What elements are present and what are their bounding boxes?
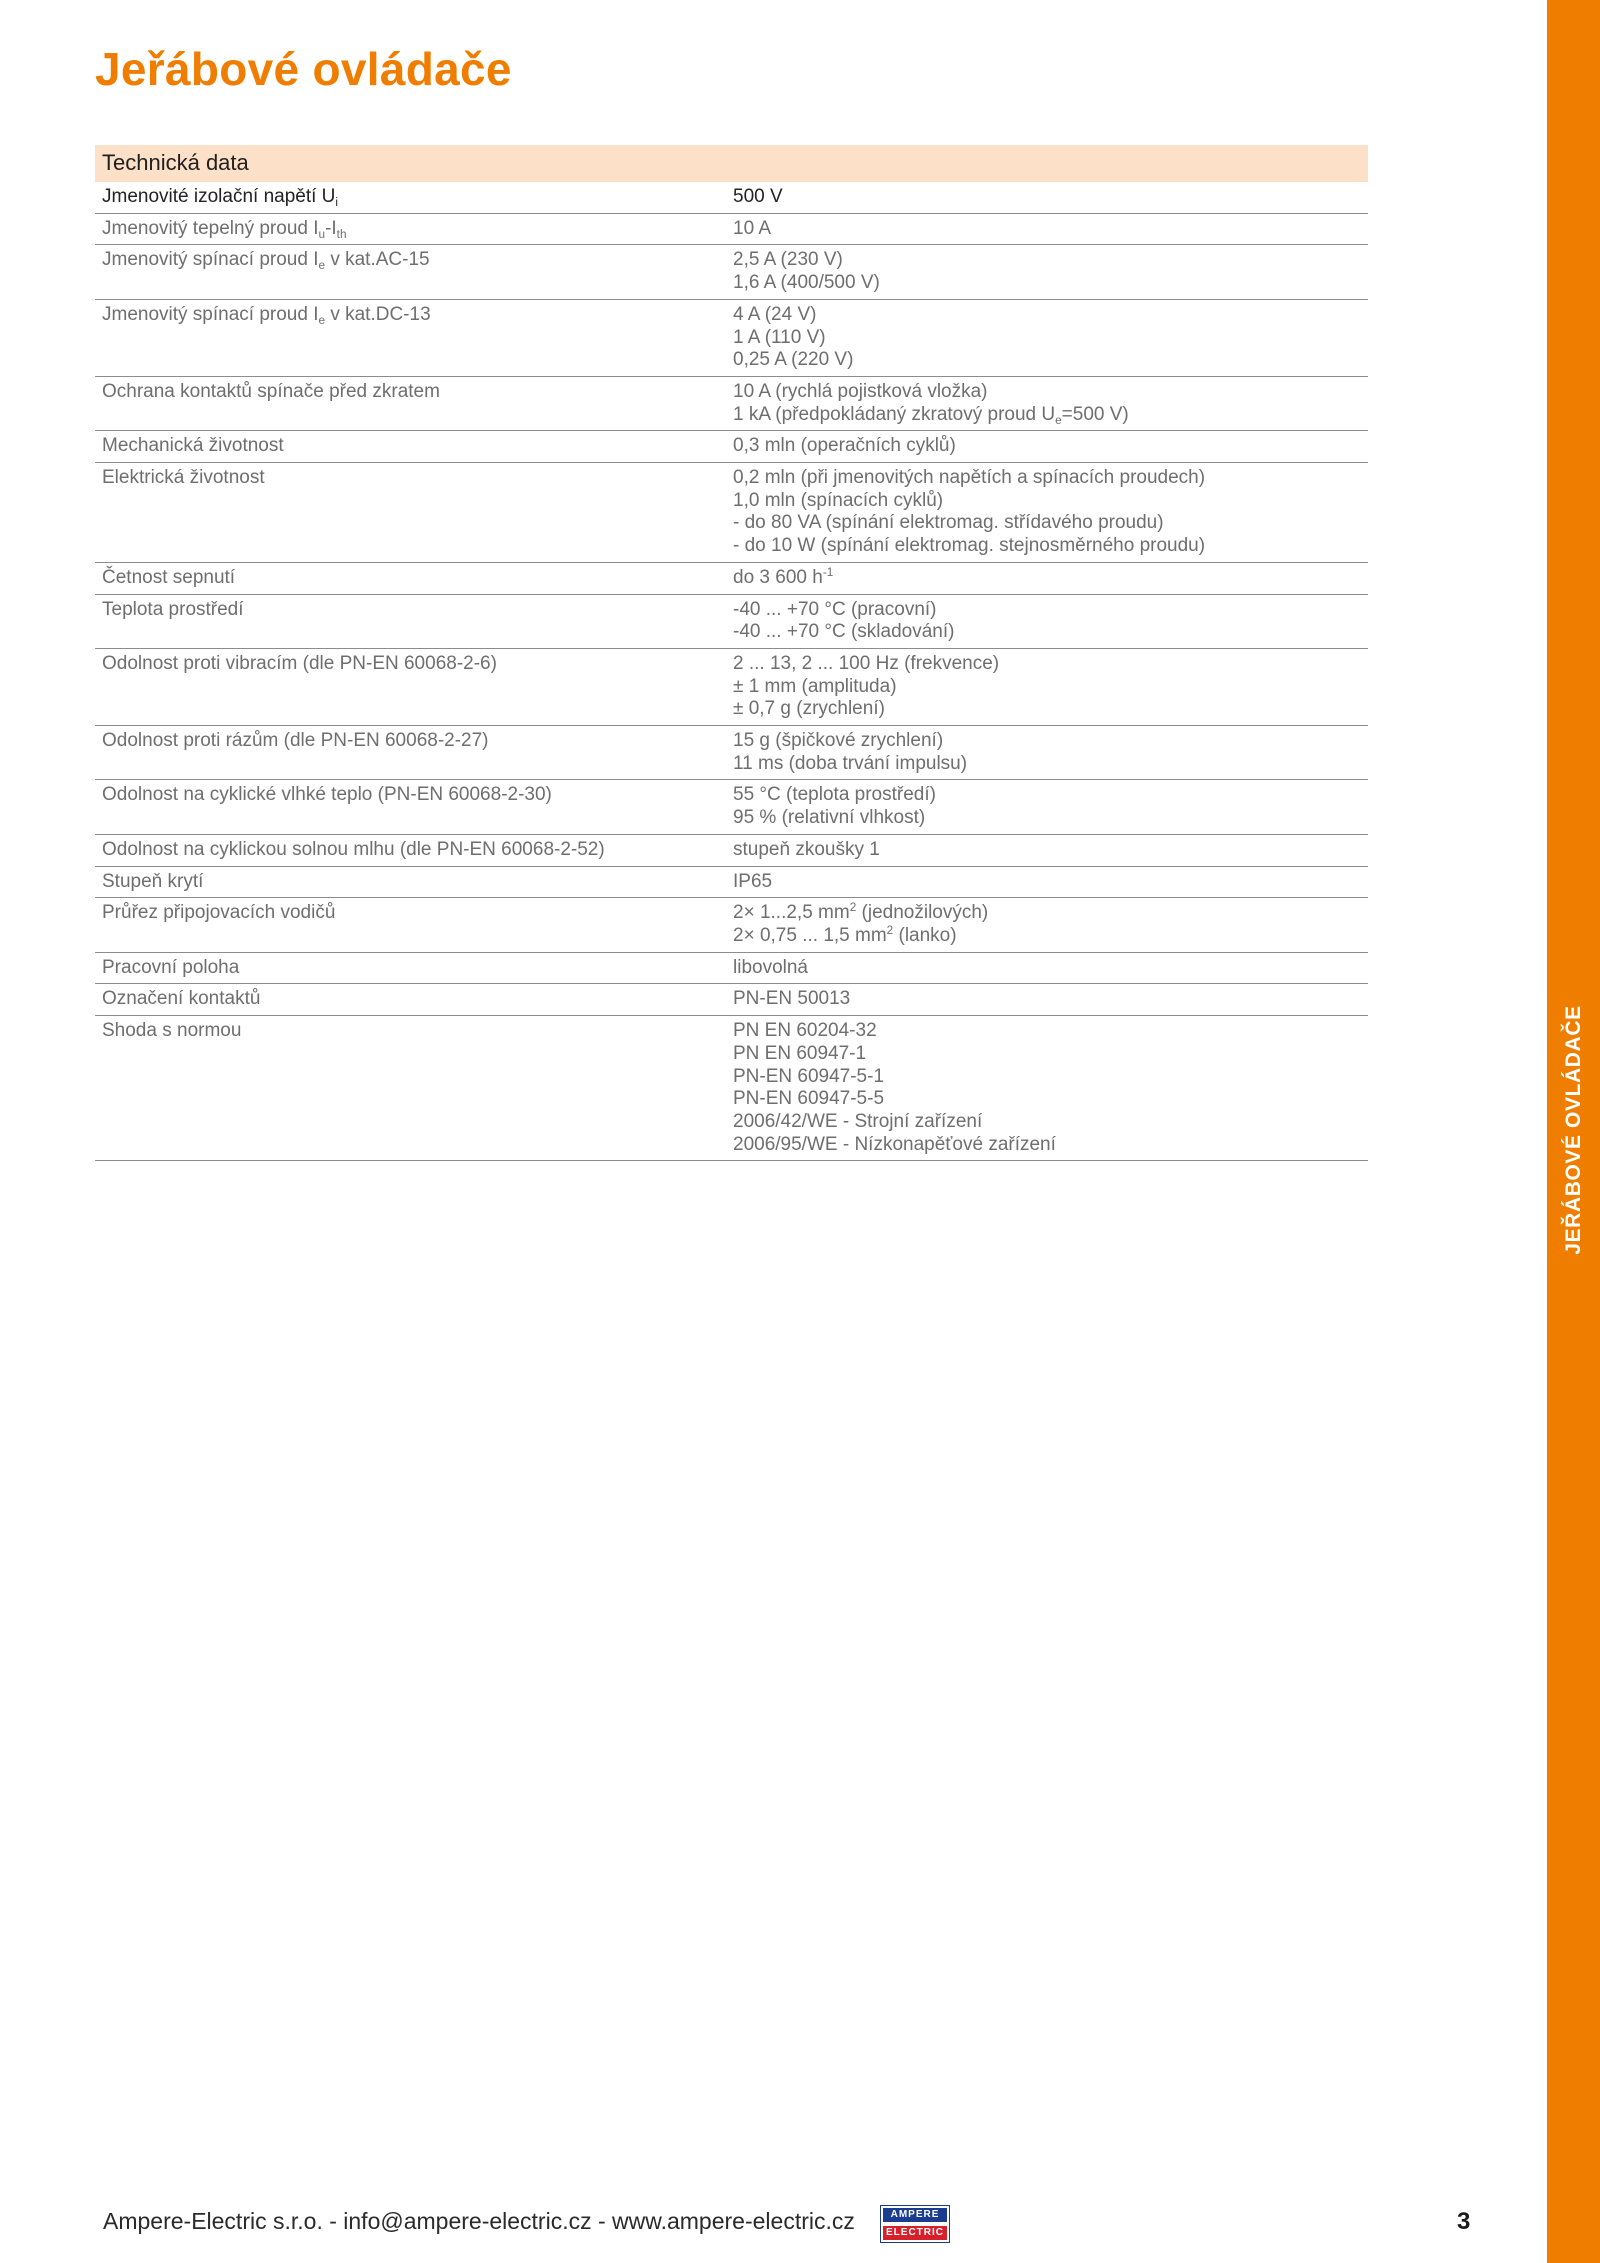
table-row (95, 1016, 1368, 1161)
spec-label-text: u (318, 227, 326, 241)
spec-value-line (733, 349, 1361, 372)
technical-data-table (95, 145, 1368, 1161)
spec-value-text: 4 A (24 V) (733, 303, 817, 325)
spec-value-text: IP65 (733, 870, 773, 892)
spec-value-text: 11 ms (doba trvání impulsu) (733, 752, 968, 774)
spec-value-line (733, 957, 1361, 980)
spec-value-text: 2006/42/WE - Strojní zařízení (733, 1110, 983, 1132)
spec-label (95, 726, 724, 780)
spec-value-line (733, 621, 1361, 644)
spec-label-text: Jmenovitý spínací proud I (102, 249, 319, 271)
spec-value-line (733, 730, 1361, 753)
spec-value-text: 0,2 mln (při jmenovitých napětích a spínacích proudech) (733, 467, 1206, 489)
spec-label-text: Jmenovité izolační napětí U (102, 186, 336, 207)
spec-value-text: 1,6 A (400/500 V) (733, 272, 880, 294)
spec-label-text: Jmenovitý spínací proud I (102, 303, 319, 325)
spec-value-line (733, 839, 1361, 862)
spec-value (724, 952, 1368, 984)
spec-value (724, 834, 1368, 866)
table-row (95, 648, 1368, 725)
spec-value-line (733, 871, 1361, 894)
spec-value-text: PN-EN 60947-5-5 (733, 1088, 885, 1110)
table-row (95, 984, 1368, 1016)
table-row (95, 182, 1368, 213)
spec-label (95, 984, 724, 1016)
logo-bottom-text: ELECTRIC (883, 2226, 947, 2240)
spec-label (95, 213, 724, 245)
spec-value (724, 213, 1368, 245)
spec-value-text: do 3 600 h (733, 566, 823, 588)
spec-label (95, 898, 724, 952)
spec-label (95, 648, 724, 725)
spec-value-line (733, 1043, 1361, 1066)
spec-label-text: Shoda s normou (102, 1020, 242, 1042)
table-row (95, 562, 1368, 594)
spec-value-text: PN-EN 60947-5-1 (733, 1065, 885, 1087)
spec-value-text: 2× 1...2,5 mm (733, 902, 850, 924)
spec-label-text: e (318, 313, 326, 327)
spec-value-text: 1 A (110 V) (733, 326, 826, 348)
table-row (95, 952, 1368, 984)
spec-value-text: 2 (886, 923, 894, 937)
spec-value-text: libovolná (733, 956, 808, 978)
spec-label-text: th (336, 227, 347, 241)
spec-value-line (733, 698, 1361, 721)
spec-value-text: 15 g (špičkové zrychlení) (733, 730, 944, 752)
spec-value-line (733, 784, 1361, 807)
spec-label (95, 1016, 724, 1161)
spec-value-line (733, 327, 1361, 350)
spec-value-text: 1,0 mln (spínacích cyklů) (733, 489, 944, 511)
spec-value-text: PN-EN 50013 (733, 988, 851, 1010)
spec-value-line (733, 988, 1361, 1011)
spec-label-text: Četnost sepnutí (102, 566, 236, 588)
spec-value-text: 2,5 A (230 V) (733, 249, 843, 271)
spec-label-text: Pracovní poloha (102, 956, 240, 978)
table-row (95, 463, 1368, 563)
spec-value-text: -40 ... +70 °C (skladování) (733, 621, 955, 643)
spec-label (95, 463, 724, 563)
spec-label-text: Jmenovitý tepelný proud I (102, 217, 319, 239)
spec-label (95, 952, 724, 984)
spec-value-text: 1 kA (předpokládaný zkratový proud U (733, 403, 1056, 425)
spec-label-text: Teplota prostředí (102, 598, 244, 620)
spec-value (724, 984, 1368, 1016)
spec-value-text: 2 ... 13, 2 ... 100 Hz (frekvence) (733, 652, 1000, 674)
spec-value-text: 2 (849, 901, 857, 915)
table-row (95, 213, 1368, 245)
footer-contact: Ampere-Electric s.r.o. - info@ampere-electric.cz - www.ampere-electric.cz (103, 2208, 855, 2234)
spec-label-text: Mechanická životnost (102, 435, 284, 457)
spec-value-line (733, 599, 1361, 622)
spec-value (724, 780, 1368, 834)
table-row (95, 834, 1368, 866)
spec-value-text: ± 0,7 g (zrychlení) (733, 698, 885, 720)
spec-label-text: Odolnost na cyklickou solnou mlhu (dle PN-EN 60068-2-52) (102, 838, 605, 860)
spec-label-text: i (335, 196, 339, 210)
spec-value-line (733, 186, 1361, 209)
table-header: Technická data (95, 145, 1368, 182)
spec-value-line (733, 512, 1361, 535)
spec-value (724, 182, 1368, 213)
table-row (95, 431, 1368, 463)
spec-value-line (733, 1134, 1361, 1157)
spec-value-text: -1 (822, 565, 834, 579)
spec-value-text: 55 °C (teplota prostředí) (733, 784, 936, 806)
spec-value-line (733, 304, 1361, 327)
table-row (95, 245, 1368, 299)
spec-value-text: ± 1 mm (amplituda) (733, 675, 897, 697)
logo-top-text: AMPERE (883, 2208, 947, 2222)
page-number: 3 (1457, 2208, 1471, 2235)
table-row (95, 376, 1368, 430)
spec-value (724, 245, 1368, 299)
spec-label-text: v kat.AC-15 (325, 249, 430, 271)
side-tab-label: JEŘÁBOVÉ OVLÁDAČE (1561, 1005, 1585, 1255)
spec-value-text: e (1055, 413, 1062, 427)
spec-value-text: 0,3 mln (operačních cyklů) (733, 435, 956, 457)
spec-value-line (733, 567, 1361, 590)
spec-value-text: 2006/95/WE - Nízkonapěťové zařízení (733, 1133, 1056, 1155)
spec-label-text: Stupeň krytí (102, 870, 204, 892)
spec-label (95, 780, 724, 834)
spec-label (95, 376, 724, 430)
table-row (95, 726, 1368, 780)
spec-value-line (733, 902, 1361, 925)
spec-value (724, 898, 1368, 952)
table-header-row (95, 145, 1368, 182)
spec-value (724, 1016, 1368, 1161)
spec-value (724, 299, 1368, 376)
page-title: Jeřábové ovládače (95, 43, 512, 95)
spec-value-text: =500 V) (1061, 403, 1129, 425)
spec-label (95, 562, 724, 594)
spec-value-text: 0,25 A (220 V) (733, 349, 854, 371)
spec-value-line (733, 925, 1361, 948)
spec-value (724, 463, 1368, 563)
spec-label (95, 594, 724, 648)
spec-value (724, 562, 1368, 594)
spec-value-line (733, 272, 1361, 295)
spec-label (95, 866, 724, 898)
table-row (95, 898, 1368, 952)
spec-value-line (733, 676, 1361, 699)
spec-value-text: 10 A (733, 217, 772, 239)
spec-value-line (733, 1088, 1361, 1111)
spec-value-line (733, 1066, 1361, 1089)
spec-label-text: Průřez připojovacích vodičů (102, 902, 336, 924)
spec-label-text: -I (325, 217, 337, 239)
spec-value-line (733, 218, 1361, 241)
spec-value-text: 10 A (rychlá pojistková vložka) (733, 380, 988, 402)
spec-value-line (733, 753, 1361, 776)
table-row (95, 299, 1368, 376)
spec-label-text: Elektrická životnost (102, 467, 265, 489)
spec-value-line (733, 249, 1361, 272)
spec-label-text: Odolnost proti vibracím (dle PN-EN 60068-2-6) (102, 652, 497, 674)
table-row (95, 594, 1368, 648)
spec-value-line (733, 435, 1361, 458)
spec-value-line (733, 467, 1361, 490)
spec-label (95, 299, 724, 376)
spec-value-line (733, 1111, 1361, 1134)
spec-label (95, 245, 724, 299)
spec-label-text: e (318, 259, 326, 273)
spec-value-line (733, 490, 1361, 513)
spec-label-text: Označení kontaktů (102, 988, 261, 1010)
spec-value-text: 95 % (relativní vlhkost) (733, 807, 926, 829)
spec-value-text: -40 ... +70 °C (pracovní) (733, 598, 937, 620)
spec-label-text: v kat.DC-13 (325, 303, 431, 325)
spec-value (724, 648, 1368, 725)
spec-value-line (733, 381, 1361, 404)
spec-value (724, 431, 1368, 463)
spec-value-line (733, 535, 1361, 558)
spec-value-text: - do 80 VA (spínání elektromag. střídavého proudu) (733, 512, 1164, 534)
spec-label-text: Odolnost na cyklické vlhké teplo (PN-EN 60068-2-30) (102, 784, 552, 806)
spec-value-line (733, 653, 1361, 676)
spec-label (95, 431, 724, 463)
company-logo (880, 2205, 950, 2243)
table-row (95, 866, 1368, 898)
spec-value-line (733, 807, 1361, 830)
spec-value (724, 866, 1368, 898)
spec-value-text: 2× 0,75 ... 1,5 mm (733, 924, 887, 946)
spec-value-line (733, 404, 1361, 427)
spec-value-text: (lanko) (893, 924, 957, 946)
table-row (95, 780, 1368, 834)
spec-label (95, 834, 724, 866)
spec-label-text: Ochrana kontaktů spínače před zkratem (102, 380, 440, 402)
spec-value-text: stupeň zkoušky 1 (733, 838, 880, 860)
side-tab (1547, 0, 1600, 2263)
spec-value (724, 594, 1368, 648)
spec-value (724, 726, 1368, 780)
spec-value-text: - do 10 W (spínání elektromag. stejnosměrného proudu) (733, 535, 1206, 557)
spec-value-text: PN EN 60204-32 (733, 1020, 877, 1042)
spec-label-text: Odolnost proti rázům (dle PN-EN 60068-2-27) (102, 730, 489, 752)
spec-value-text: PN EN 60947-1 (733, 1042, 867, 1064)
spec-value-text: 500 V (733, 186, 783, 207)
spec-label (95, 182, 724, 213)
spec-value-text: (jednožilových) (856, 902, 989, 924)
spec-value (724, 376, 1368, 430)
spec-value-line (733, 1020, 1361, 1043)
